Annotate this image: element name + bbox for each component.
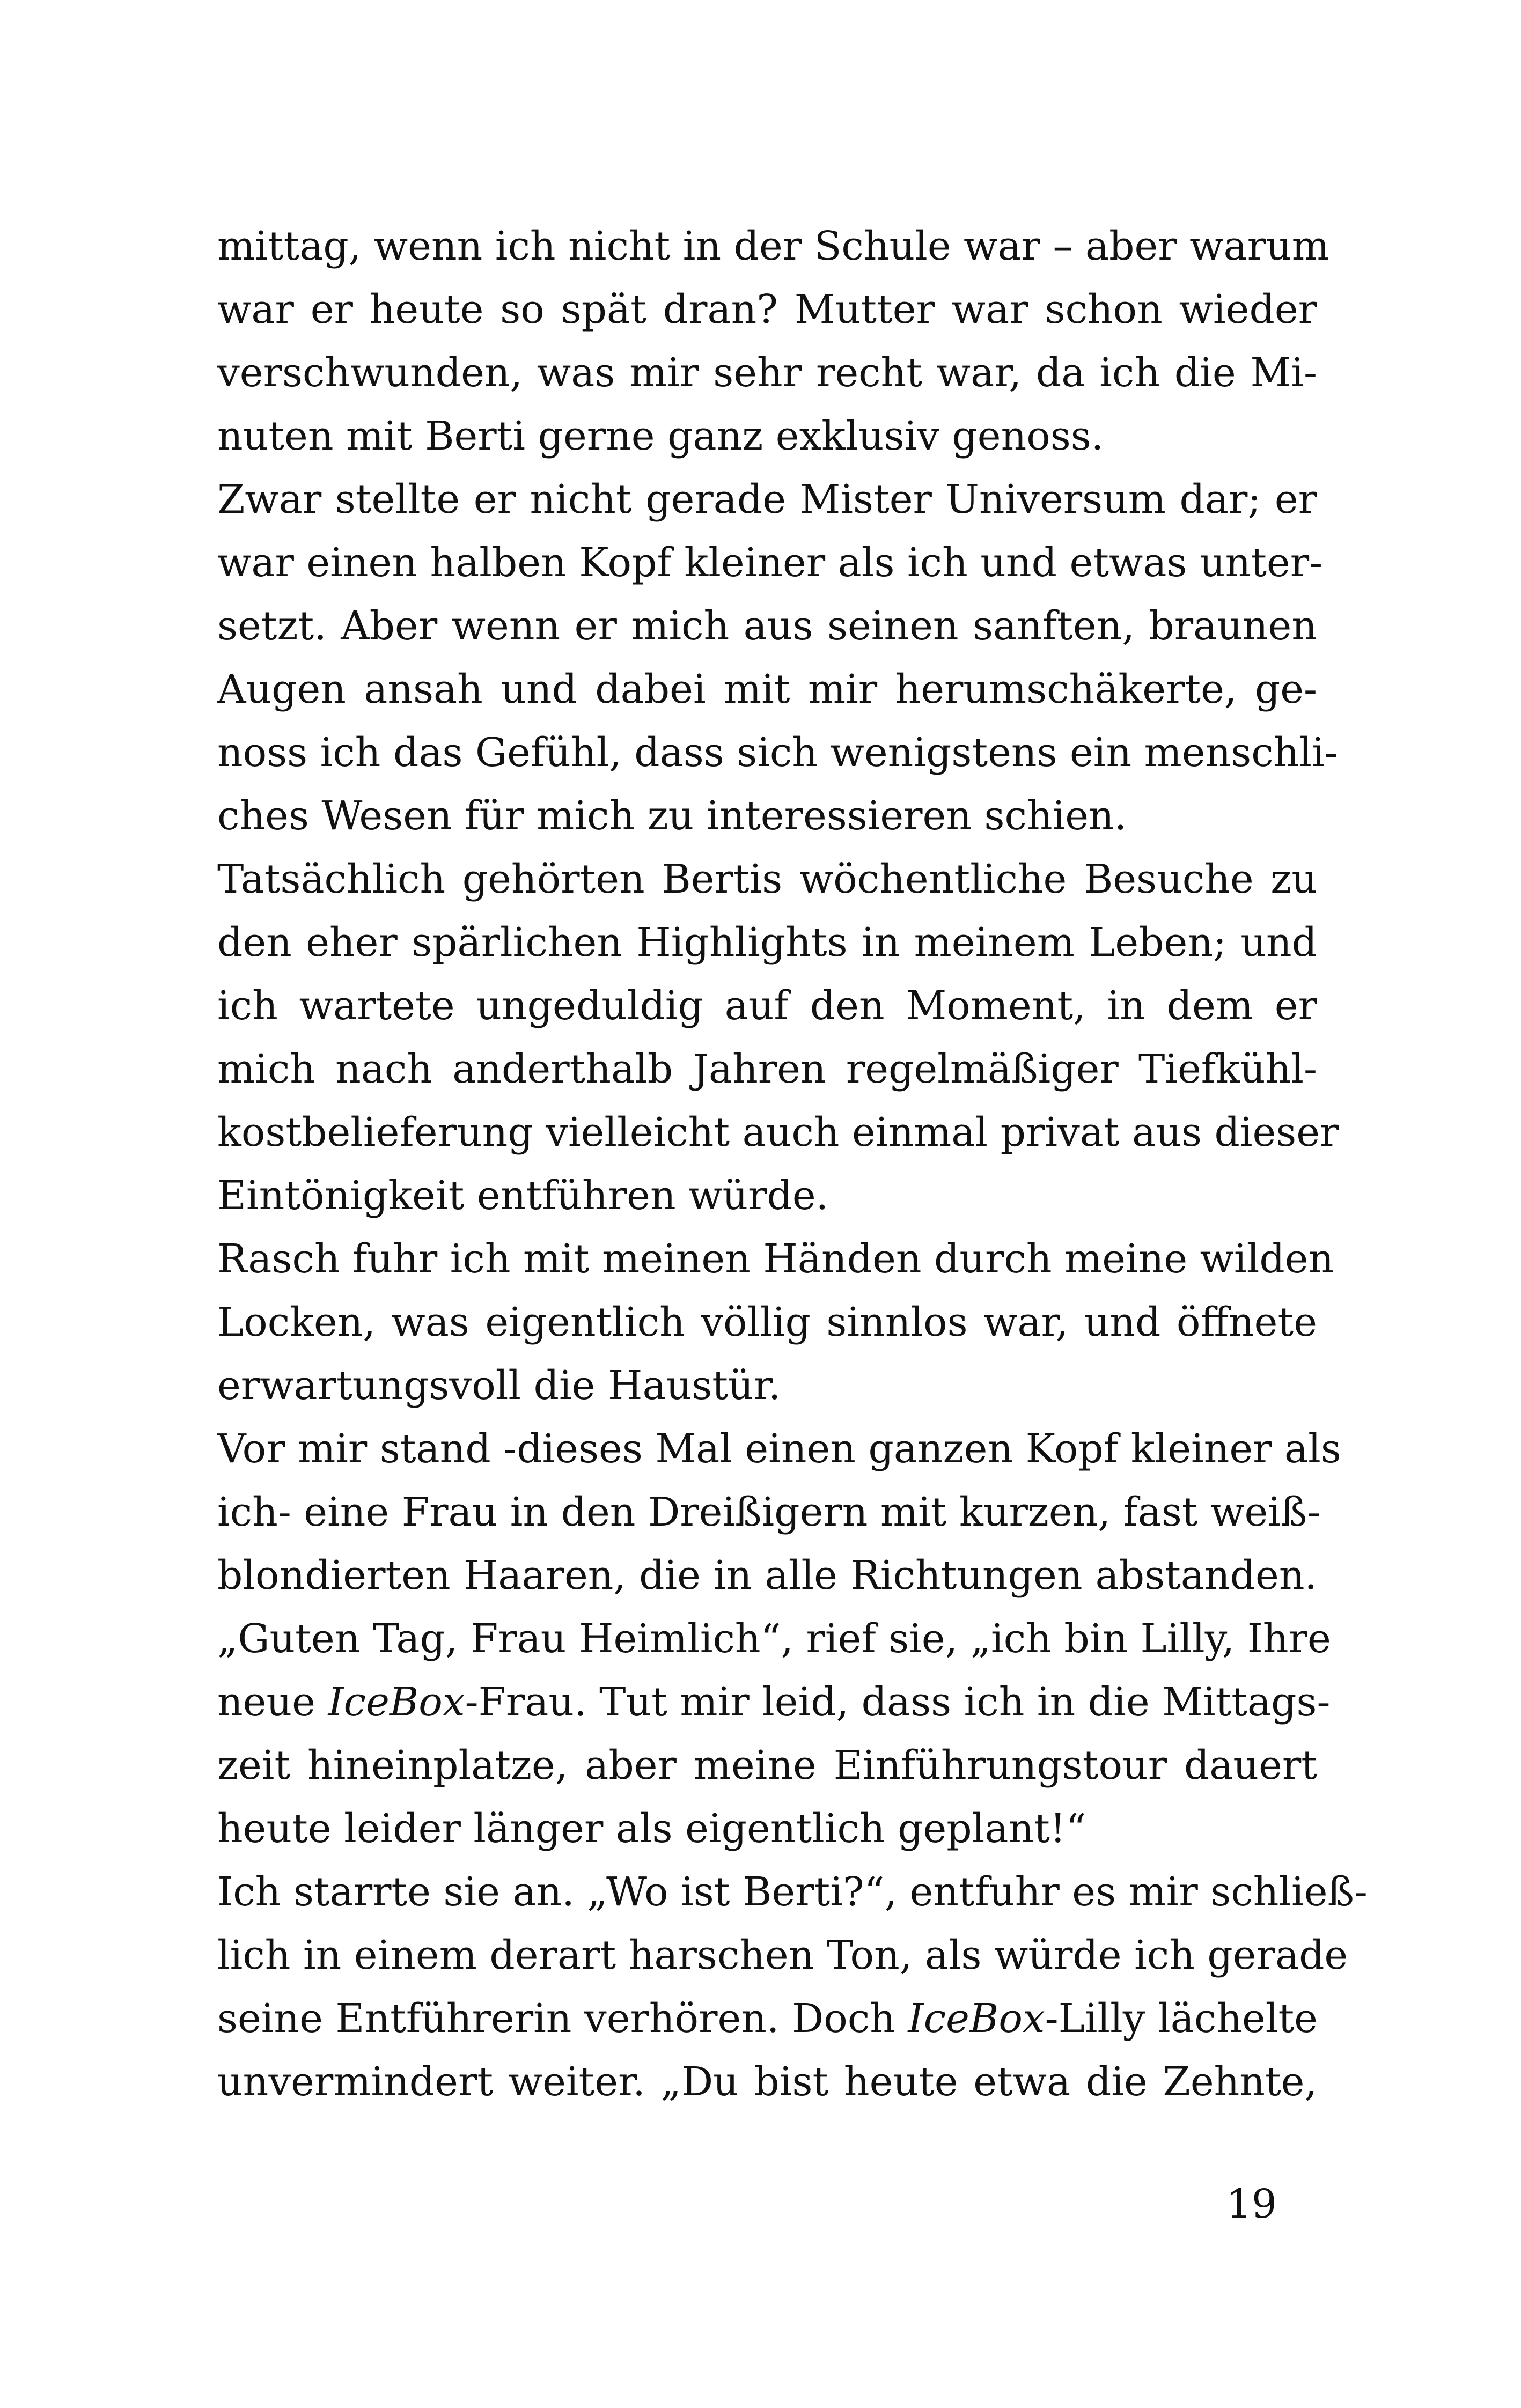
text-run: blondierten Haaren, die in alle Richtungen abstanden. bbox=[217, 1552, 1317, 1599]
text-line bbox=[217, 1481, 1321, 1544]
text-run: den eher spärlichen Highlights in meinem Leben; und bbox=[217, 919, 1317, 966]
text-run: setzt. Aber wenn er mich aus seinen sanften, braunen bbox=[217, 603, 1317, 649]
text-line bbox=[217, 341, 1317, 404]
text-run: nuten mit Berti gerne ganz exklusiv genoss. bbox=[217, 413, 1104, 459]
text-line bbox=[217, 1734, 1317, 1797]
text-run: heute leider länger als eigentlich geplant!“ bbox=[217, 1806, 1086, 1852]
italic-text: IceBox bbox=[908, 1995, 1045, 2042]
text-run: Zwar stellte er nicht gerade Mister Universum dar; er bbox=[217, 476, 1317, 522]
text-run: ich wartete ungeduldig auf den Moment, in dem er bbox=[217, 983, 1317, 1029]
text-line bbox=[217, 1544, 1317, 1607]
text-line bbox=[217, 1417, 1341, 1481]
text-line bbox=[217, 404, 1317, 468]
text-line bbox=[217, 594, 1317, 658]
text-line bbox=[217, 278, 1317, 341]
text-run: -Lilly lächelte bbox=[1045, 1995, 1318, 2042]
text-line bbox=[217, 1164, 1317, 1227]
text-line bbox=[217, 1101, 1339, 1164]
text-run: lich in einem derart harschen Ton, als würde ich gerade bbox=[217, 1932, 1348, 1978]
text-run: war er heute so spät dran? Mutter war schon wieder bbox=[217, 286, 1317, 333]
text-line bbox=[217, 1987, 1317, 2050]
text-run: mich nach anderthalb Jahren regelmäßiger Tiefkühl- bbox=[217, 1046, 1317, 1092]
text-run: zeit hineinplatze, aber meine Einführungstour dauert bbox=[217, 1742, 1317, 1788]
text-line bbox=[217, 1291, 1317, 1354]
body-text bbox=[217, 215, 1368, 2114]
text-run: ches Wesen für mich zu interessieren schien. bbox=[217, 793, 1127, 839]
text-run: mittag, wenn ich nicht in der Schule war – aber warum bbox=[217, 223, 1329, 269]
italic-text: IceBox bbox=[328, 1679, 465, 1725]
text-run: Augen ansah und dabei mit mir herumschäkerte, ge- bbox=[217, 666, 1317, 712]
text-run: kostbelieferung vielleicht auch einmal privat aus dieser bbox=[217, 1109, 1339, 1155]
text-run: Locken, was eigentlich völlig sinnlos war, und öffnete bbox=[217, 1299, 1317, 1345]
text-line bbox=[217, 1227, 1334, 1291]
text-run: verschwunden, was mir sehr recht war, da ich die Mi- bbox=[217, 350, 1317, 396]
text-run: -Frau. Tut mir leid, dass ich in die Mittags- bbox=[465, 1679, 1331, 1725]
text-line bbox=[217, 1037, 1317, 1101]
text-run: erwartungsvoll die Haustür. bbox=[217, 1363, 781, 1409]
text-line bbox=[217, 1797, 1317, 1860]
text-run: Ich starrte sie an. „Wo ist Berti?“, entfuhr es mir schließ- bbox=[217, 1869, 1368, 1915]
text-line bbox=[217, 215, 1329, 278]
text-run: neue bbox=[217, 1679, 328, 1725]
text-line bbox=[217, 468, 1317, 531]
text-line bbox=[217, 1924, 1348, 1987]
text-run: „Guten Tag, Frau Heimlich“, rief sie, „ich bin Lilly, Ihre bbox=[217, 1616, 1331, 1662]
text-run: seine Entführerin verhören. Doch bbox=[217, 1995, 908, 2042]
text-line bbox=[217, 1607, 1331, 1670]
text-run: Rasch fuhr ich mit meinen Händen durch meine wilden bbox=[217, 1236, 1334, 1282]
text-run: war einen halben Kopf kleiner als ich und etwas unter- bbox=[217, 540, 1323, 586]
text-line bbox=[217, 1860, 1368, 1924]
text-line bbox=[217, 974, 1317, 1037]
text-run: Eintönigkeit entführen würde. bbox=[217, 1173, 829, 1219]
text-run: ich- eine Frau in den Dreißigern mit kurzen, fast weiß- bbox=[217, 1489, 1321, 1535]
text-line bbox=[217, 911, 1317, 974]
text-run: unvermindert weiter. „Du bist heute etwa die Zehnte, bbox=[217, 2059, 1317, 2105]
text-line bbox=[217, 2050, 1317, 2114]
text-line bbox=[217, 658, 1317, 721]
text-line bbox=[217, 784, 1317, 848]
text-line bbox=[217, 1670, 1331, 1734]
text-run: Vor mir stand -dieses Mal einen ganzen Kopf kleiner als bbox=[217, 1426, 1341, 1472]
text-line bbox=[217, 721, 1338, 784]
page-number: 19 bbox=[1226, 2181, 1277, 2227]
text-run: noss ich das Gefühl, dass sich wenigstens ein menschli- bbox=[217, 730, 1338, 776]
text-run: Tatsächlich gehörten Bertis wöchentliche Besuche zu bbox=[217, 856, 1317, 902]
text-line bbox=[217, 1354, 1317, 1417]
text-line bbox=[217, 531, 1323, 594]
text-line bbox=[217, 848, 1317, 911]
